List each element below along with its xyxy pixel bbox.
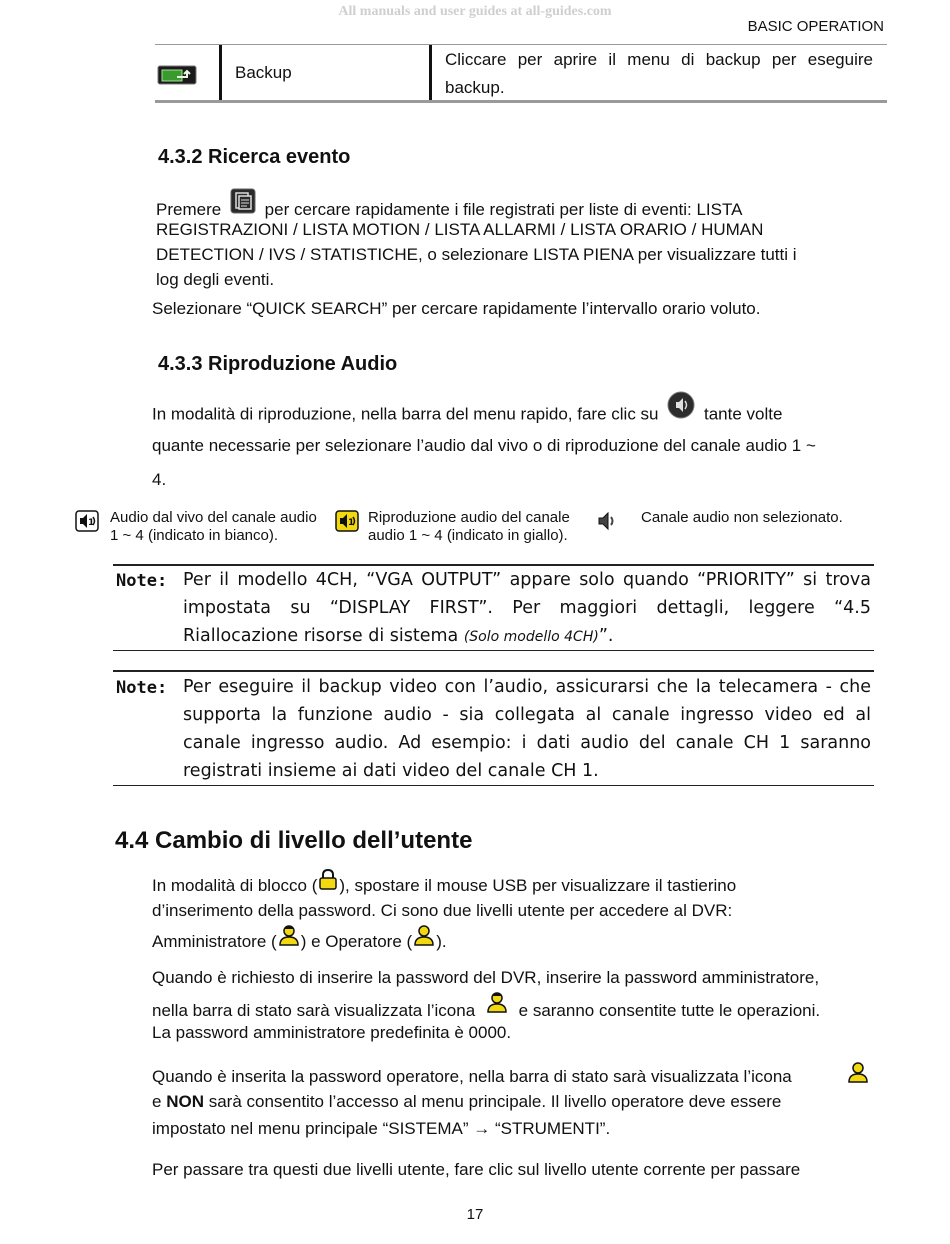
audio-button-icon bbox=[667, 391, 695, 431]
paragraph-text: per cercare rapidamente i file registrati per liste di eventi: LISTA bbox=[264, 200, 743, 220]
table-cell-description-cont: backup. bbox=[445, 78, 505, 97]
paragraph-text: ), spostare il mouse USB per visualizzare il tastierino bbox=[339, 876, 737, 896]
page-number: 17 bbox=[466, 1206, 484, 1223]
note-text: impostata su “DISPLAY FIRST”. Per maggiori dettagli, leggere “4.5 bbox=[183, 598, 871, 618]
paragraph-text: quante necessarie per selezionare l’audio dal vivo o di riproduzione del canale audio 1 ~ bbox=[152, 436, 816, 455]
paragraph-text: impostato nel menu principale “SISTEMA” → “STRUMENTI”. bbox=[152, 1119, 611, 1138]
audio-state-text: 1 ~ 4 (indicato in bianco). bbox=[110, 527, 279, 544]
audio-live-icon bbox=[75, 510, 99, 537]
paragraph-text: REGISTRAZIONI / LISTA MOTION / LISTA ALLARMI / LISTA ORARIO / HUMAN bbox=[156, 220, 764, 239]
audio-state-text: audio 1 ~ 4 (indicato in giallo). bbox=[368, 527, 568, 544]
note-text: canale ingresso audio. Ad esempio: i dati audio del canale CH 1 saranno bbox=[183, 733, 871, 753]
admin-user-icon bbox=[277, 923, 301, 955]
paragraph-text: Quando è inserita la password operatore, nella barra di stato sarà visualizzata l’icona bbox=[152, 1067, 792, 1086]
table-divider bbox=[219, 45, 222, 101]
svg-text:1: 1 bbox=[348, 518, 355, 528]
note-text: supporta la funzione audio - sia collegata al canale ingresso video ed al bbox=[183, 705, 871, 725]
paragraph-text: In modalità di blocco ( bbox=[152, 876, 318, 896]
backup-icon bbox=[157, 65, 197, 90]
table-top-rule bbox=[155, 44, 887, 45]
audio-state-text: Riproduzione audio del canale bbox=[368, 509, 570, 526]
note-text-italic: (Solo modello 4CH) bbox=[463, 629, 599, 645]
svg-text:1: 1 bbox=[88, 518, 95, 528]
running-header: BASIC OPERATION bbox=[747, 18, 884, 35]
table-cell-description: Cliccare per aprire il menu di backup per eseguire bbox=[445, 50, 873, 69]
paragraph-text: Selezionare “QUICK SEARCH” per cercare rapidamente l’intervallo orario voluto. bbox=[152, 299, 761, 318]
section-heading: 4.4 Cambio di livello dell’utente bbox=[115, 827, 473, 854]
note-label: Note: bbox=[116, 571, 168, 591]
paragraph-text: sarà consentito l’accesso al menu principale. Il livello operatore deve essere bbox=[208, 1092, 782, 1111]
paragraph-text: e bbox=[152, 1092, 162, 1111]
paragraph-text: e saranno consentite tutte le operazioni. bbox=[518, 1001, 821, 1021]
table-cell-label: Backup bbox=[235, 63, 292, 82]
paragraph-text: Amministratore ( bbox=[152, 932, 277, 952]
admin-user-icon bbox=[485, 990, 509, 1022]
paragraph-text: log degli eventi. bbox=[156, 270, 275, 289]
paragraph-text: Per passare tra questi due livelli utente, fare clic sul livello utente corrente per passare bbox=[152, 1160, 801, 1179]
paragraph-text: 4. bbox=[152, 470, 167, 489]
paragraph-text: La password amministratore predefinita è 0000. bbox=[152, 1023, 512, 1042]
note-text: ”. bbox=[598, 626, 614, 646]
section-heading: 4.3.3 Riproduzione Audio bbox=[158, 353, 398, 375]
operator-user-icon bbox=[412, 923, 436, 955]
paragraph-text: In modalità di riproduzione, nella barra del menu rapido, fare clic su bbox=[152, 404, 659, 424]
watermark: All manuals and user guides at all-guides.com bbox=[338, 4, 612, 19]
paragraph-text-bold: NON bbox=[166, 1092, 204, 1111]
note-label: Note: bbox=[116, 678, 168, 698]
audio-state-text: Audio dal vivo del canale audio bbox=[110, 509, 317, 526]
note-text: Per eseguire il backup video con l’audio, assicurarsi che la telecamera - che bbox=[183, 677, 871, 697]
paragraph-text: ) e Operatore ( bbox=[300, 932, 413, 952]
paragraph-text: d’inserimento della password. Ci sono due livelli utente per accedere al DVR: bbox=[152, 901, 733, 920]
paragraph-text: Premere bbox=[156, 200, 222, 220]
note-top-rule bbox=[113, 564, 874, 566]
audio-state-text: Canale audio non selezionato. bbox=[641, 509, 843, 526]
section-heading: 4.3.2 Ricerca evento bbox=[158, 146, 351, 168]
table-bottom-rule bbox=[155, 100, 887, 103]
paragraph-text: Quando è richiesto di inserire la password del DVR, inserire la password amministratore, bbox=[152, 968, 820, 987]
note-text: Riallocazione risorse di sistema bbox=[183, 626, 459, 646]
audio-muted-icon bbox=[595, 510, 619, 537]
note-text: Per il modello 4CH, “VGA OUTPUT” appare solo quando “PRIORITY” si trova bbox=[183, 570, 871, 590]
audio-playback-icon bbox=[335, 510, 359, 537]
event-search-icon bbox=[230, 188, 256, 222]
paragraph-text: ). bbox=[436, 932, 447, 952]
paragraph-text: nella barra di stato sarà visualizzata l’icona bbox=[152, 1001, 476, 1021]
table-divider bbox=[429, 45, 432, 101]
note-text: registrati insieme ai dati video del canale CH 1. bbox=[183, 761, 599, 781]
note-top-rule bbox=[113, 670, 874, 672]
lock-icon bbox=[317, 868, 339, 898]
note-bottom-rule bbox=[113, 785, 874, 786]
operator-user-icon bbox=[846, 1060, 870, 1089]
paragraph-text: tante volte bbox=[703, 404, 783, 424]
paragraph-text: DETECTION / IVS / STATISTICHE, o selezionare LISTA PIENA per visualizzare tutti i bbox=[156, 245, 797, 264]
note-bottom-rule bbox=[113, 650, 874, 651]
